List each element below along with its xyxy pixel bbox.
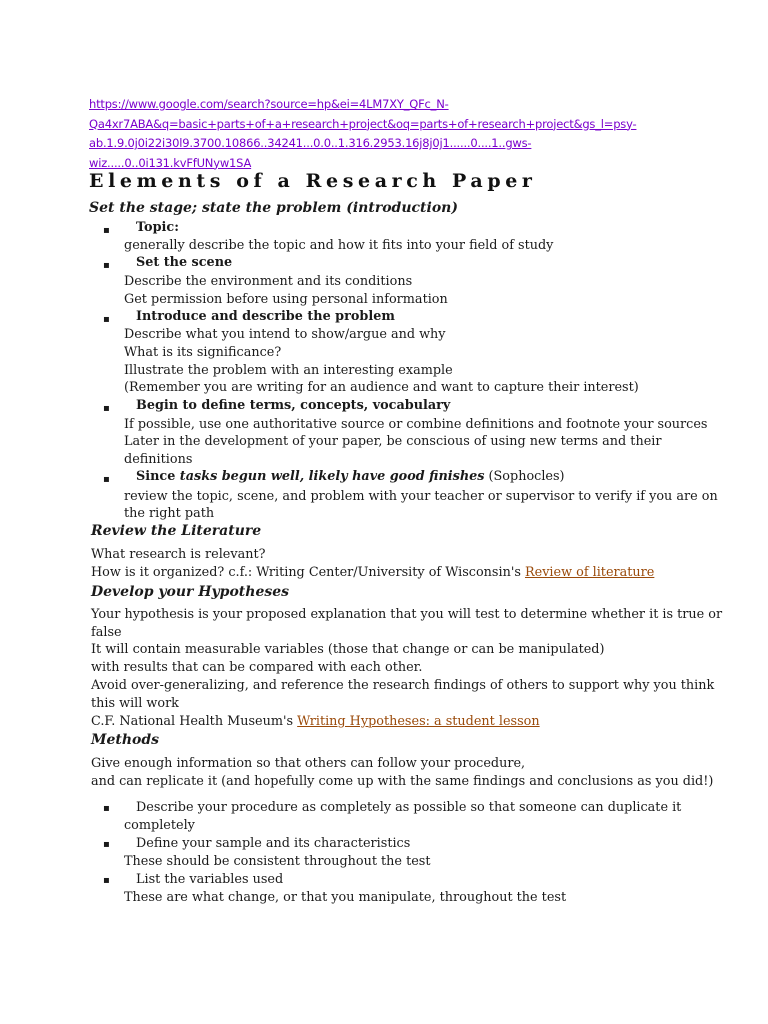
item-label-sophocles (136, 469, 565, 484)
item-text: Later in the development of your paper, be conscious of using new terms and their (124, 434, 662, 449)
bullet-icon: ▪ (103, 314, 110, 325)
hypotheses-text: Your hypothesis is your proposed explanation that you will test to determine whether it is true or (91, 607, 723, 622)
hypotheses-text (91, 713, 540, 731)
item-label: Topic: (136, 220, 179, 235)
item-text: Illustrate the problem with an interesting example (124, 363, 453, 378)
literature-text-prefix: How is it organized? c.f.: Writing Center/University of Wisconsin's (91, 565, 525, 580)
url-line[interactable]: wiz.....0..0i131.kvFfUNyw1SA (89, 155, 252, 170)
item-text: Get permission before using personal information (124, 292, 448, 307)
literature-text: What research is relevant? (91, 547, 266, 562)
writing-hypotheses-link[interactable]: Writing Hypotheses: a student lesson (297, 714, 540, 729)
methods-text: Give enough information so that others can follow your procedure, (91, 756, 526, 771)
url-line[interactable]: ab.1.9.0j0i22i30l9.3700.10866..34241...0.0..1.316.2953.16j8j0j1......0....1..gws- (89, 136, 532, 150)
literature-text (91, 564, 654, 582)
item-text: What is its significance? (124, 345, 282, 360)
hypotheses-text: It will contain measurable variables (those that change or can be manipulated) (91, 642, 605, 657)
item-text: These should be consistent throughout the test (124, 854, 431, 869)
hypotheses-text: with results that can be compared with each other. (91, 660, 423, 675)
section-heading-methods: Methods (91, 732, 160, 748)
hypotheses-text: this will work (91, 696, 179, 711)
bullet-icon: ▪ (103, 260, 110, 271)
bullet-icon: ▪ (103, 875, 110, 886)
item-label-prefix: Since (136, 469, 180, 484)
hypotheses-text: Avoid over-generalizing, and reference the research findings of others to support why you think (91, 678, 715, 693)
item-text: Describe the environment and its conditions (124, 274, 413, 289)
methods-text: and can replicate it (and hopefully come up with the same findings and conclusions as you did!) (91, 774, 714, 789)
item-text: (Remember you are writing for an audience and want to capture their interest) (124, 380, 639, 395)
methods-item-label: Define your sample and its characteristics (136, 836, 411, 851)
hypotheses-text: false (91, 625, 122, 640)
item-label-suffix: (Sophocles) (484, 469, 565, 484)
section-heading-intro: Set the stage; state the problem (introduction) (89, 200, 458, 216)
item-text: completely (124, 818, 195, 833)
item-label: Begin to define terms, concepts, vocabulary (136, 398, 451, 413)
methods-item-label: List the variables used (136, 872, 284, 887)
hypotheses-ref-prefix: C.F. National Health Museum's (91, 714, 298, 729)
item-text: the right path (124, 506, 215, 521)
item-label: Introduce and describe the problem (136, 309, 395, 324)
section-heading-literature: Review the Literature (91, 523, 262, 539)
review-of-literature-link[interactable]: Review of literature (524, 565, 655, 580)
item-text: definitions (124, 452, 193, 467)
source-url-link[interactable] (89, 95, 649, 173)
item-text: Describe what you intend to show/argue and why (124, 327, 446, 342)
item-label-quote: tasks begun well, likely have good finishes (179, 469, 485, 484)
methods-item-label: Describe your procedure as completely as possible so that someone can duplicate it (136, 800, 682, 815)
url-line[interactable]: Qa4xr7ABA&q=basic+parts+of+a+research+project&oq=parts+of+research+project&gs_l=psy- (89, 116, 637, 131)
item-text: generally describe the topic and how it fits into your field of study (124, 238, 554, 253)
section-heading-hypotheses: Develop your Hypotheses (91, 584, 290, 600)
item-text: If possible, use one authoritative source or combine definitions and footnote your sources (124, 417, 708, 432)
bullet-icon: ▪ (103, 403, 110, 414)
item-text: These are what change, or that you manipulate, throughout the test (124, 890, 567, 905)
item-text: review the topic, scene, and problem with your teacher or supervisor to verify if you are on (124, 489, 718, 504)
item-label: Set the scene (136, 255, 233, 270)
bullet-icon: ▪ (103, 225, 110, 236)
bullet-icon: ▪ (103, 839, 110, 850)
bullet-icon: ▪ (103, 803, 110, 814)
url-line[interactable]: https://www.google.com/search?source=hp&ei=4LM7XY_QFc_N- (89, 97, 449, 111)
bullet-icon: ▪ (103, 474, 110, 485)
page-title: Elements of a Research Paper (89, 170, 537, 192)
